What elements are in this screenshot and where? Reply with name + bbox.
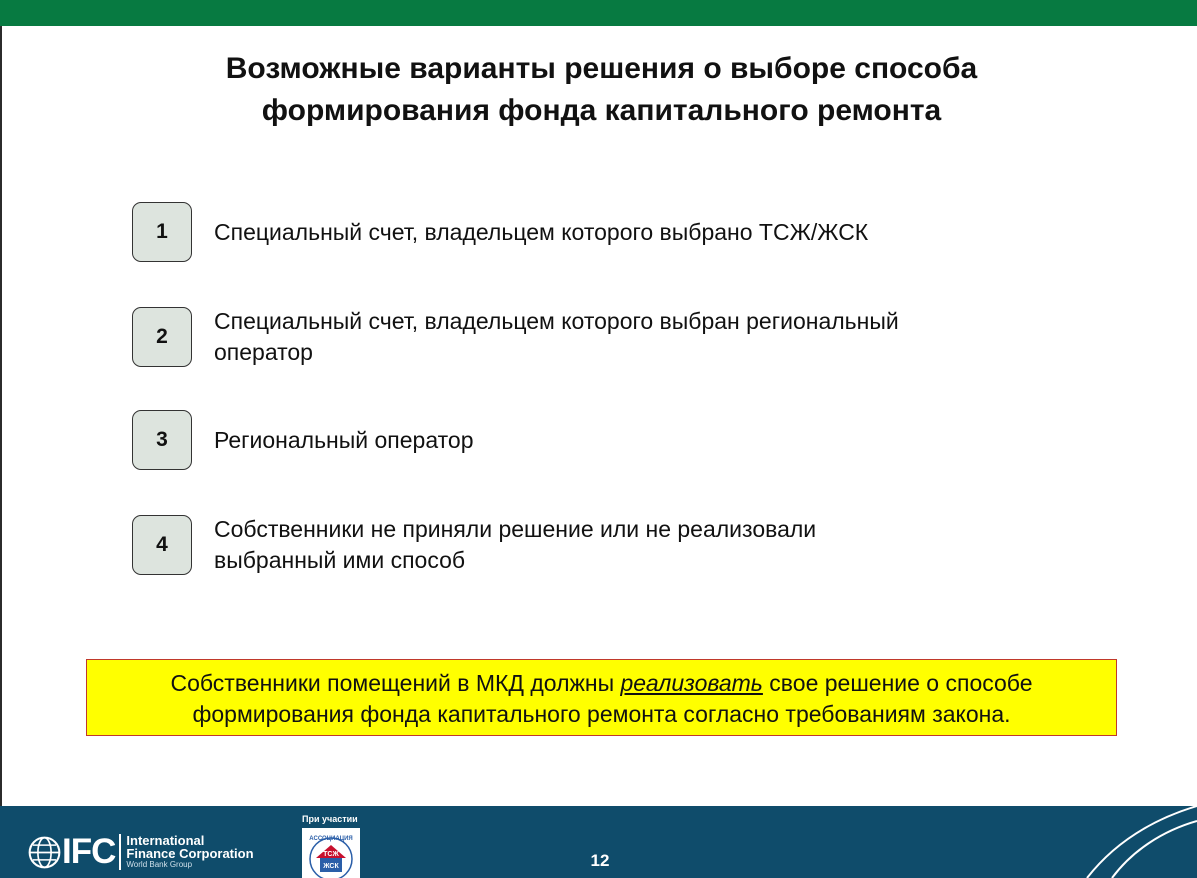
option-text-line: оператор [214,339,313,365]
option-text-line: Региональный оператор [214,426,474,453]
option-number-badge: 2 [132,307,192,367]
option-item-1 [132,202,1032,264]
note-emphasis: реализовать [620,670,763,696]
option-item-4 [132,515,1032,577]
partner-caption: При участии [302,814,358,824]
note-text-before: Собственники помещений в МКД должны [170,670,621,696]
decorative-swoosh [1067,806,1197,878]
ifc-full-name [126,834,253,870]
footer-bar [0,806,1197,878]
highlighted-note [86,659,1117,736]
option-text-line: Специальный счет, владельцем которого выбрано ТСЖ/ЖСК [214,218,869,245]
globe-icon [28,836,61,869]
ifc-logo [28,833,254,871]
logo-divider [119,834,121,870]
ifc-group-name: World Bank Group [126,860,193,869]
partner-logo-top-text: АССОЦИАЦИЯ [309,836,353,842]
slide-title-line-2: формирования фонда капитального ремонта [261,94,942,127]
option-number-badge: 3 [132,410,192,470]
slide-title-line-1: Возможные варианты решения о выборе способа [225,52,978,85]
slide-title [100,48,1103,132]
option-number-badge: 4 [132,515,192,575]
option-text [214,410,1034,470]
option-text [214,515,1034,575]
top-accent-bar [0,0,1197,26]
ifc-name-line-2: Finance Corporation [126,846,254,861]
association-emblem-icon [302,828,360,878]
partner-logo-bottom-text: ЖСК [323,863,339,870]
option-item-3 [132,410,1032,472]
option-text-line: выбранный ими способ [214,547,466,573]
option-text-line: Собственники не приняли решение или не реализовали [214,516,817,542]
option-number-badge: 1 [132,202,192,262]
ifc-wordmark: IFC [62,832,116,871]
page-number: 12 [590,851,610,870]
partner-logo-mid-text: ТСЖ [323,851,339,858]
note-text-after: свое решение о способе формирования фонда капитального ремонта согласно требованиям закона. [192,670,1033,727]
partner-association-logo [302,828,360,878]
option-text-line: Специальный счет, владельцем которого выбран региональный [214,308,899,334]
option-item-2 [132,307,1032,369]
option-text [214,202,1034,262]
left-border-line [0,26,2,806]
ifc-name-line-1: International [126,833,205,848]
option-text [214,307,1034,367]
